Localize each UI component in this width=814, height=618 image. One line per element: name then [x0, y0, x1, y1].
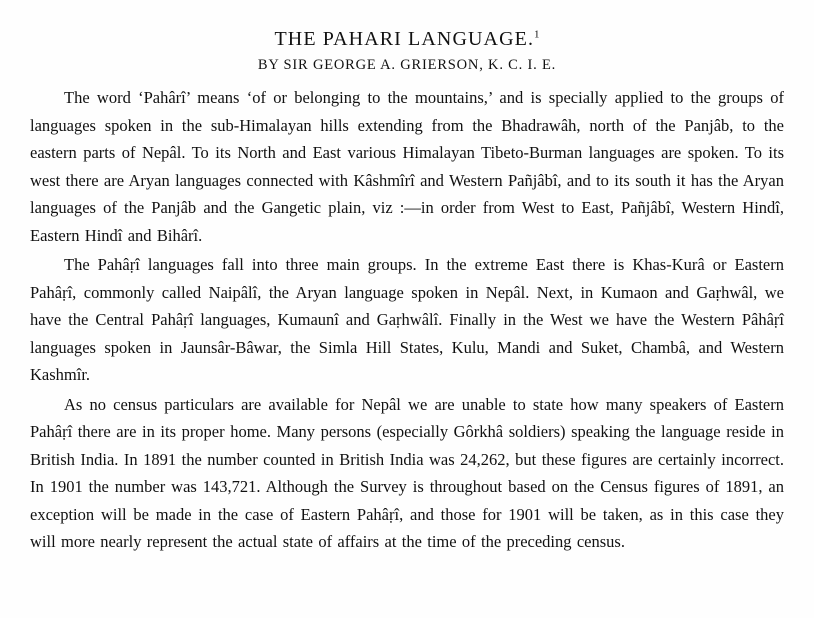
footnote-marker: 1: [534, 28, 540, 41]
body-paragraph: The word ‘Pahârî’ means ‘of or belonging to the mountains,’ and is specially applied to the groups of languages spoken in the sub-Himalayan hills extending from the Bhadrawâh, north of the Panjâb, to the eastern parts of Nepâl. To its North and East various Himalayan Tibeto-Burman languages are spoken. To its west there are Aryan languages connected with Kâshmîrî and Western Pañjâbî, and to its south it has the Aryan languages of the Panjâb and the Gangetic plain, viz :—in order from West to East, Pañjâbî, Western Hindî, Eastern Hindî and Bihârî.: [30, 88, 784, 245]
body-paragraph: As no census particulars are available for Nepâl we are unable to state how many speakers of Eastern Pahâṛî there are in its proper home. Many persons (especially Gôrkhâ soldiers) speaking the language reside in British India. In 1891 the number counted in British India was 24,262, but these figures are certainly incorrect. In 1901 the number was 143,721. Although the Survey is throughout based on the Census figures of 1891, an exception will be made in the case of Eastern Pahâṛî, and those for 1901 will be taken, as in this case they will more nearly represent the actual state of affairs at the time of the preceding census.: [30, 394, 784, 551]
author-byline: BY SIR GEORGE A. GRIERSON, K. C. I. E.: [257, 57, 557, 73]
page-title-text: THE PAHARI LANGUAGE.: [274, 28, 535, 50]
page-title: [30, 28, 784, 51]
body-paragraph: The Pahâṛî languages fall into three main groups. In the extreme East there is Khas-Kurâ or Eastern Pahâṛî, commonly called Naipâlî, the Aryan language spoken in Nepâl. Next, in Kumaon and Gaṛhwâl, we have the Central Pahâṛî languages, Kumaunî and Gaṛhwâlî. Finally in the West we have the Western Pâhâṛî languages spoken in Jaunsâr-Bâwar, the Simla Hill States, Kulu, Mandi and Suket, Chambâ, and Western Kashmîr.: [30, 255, 784, 384]
